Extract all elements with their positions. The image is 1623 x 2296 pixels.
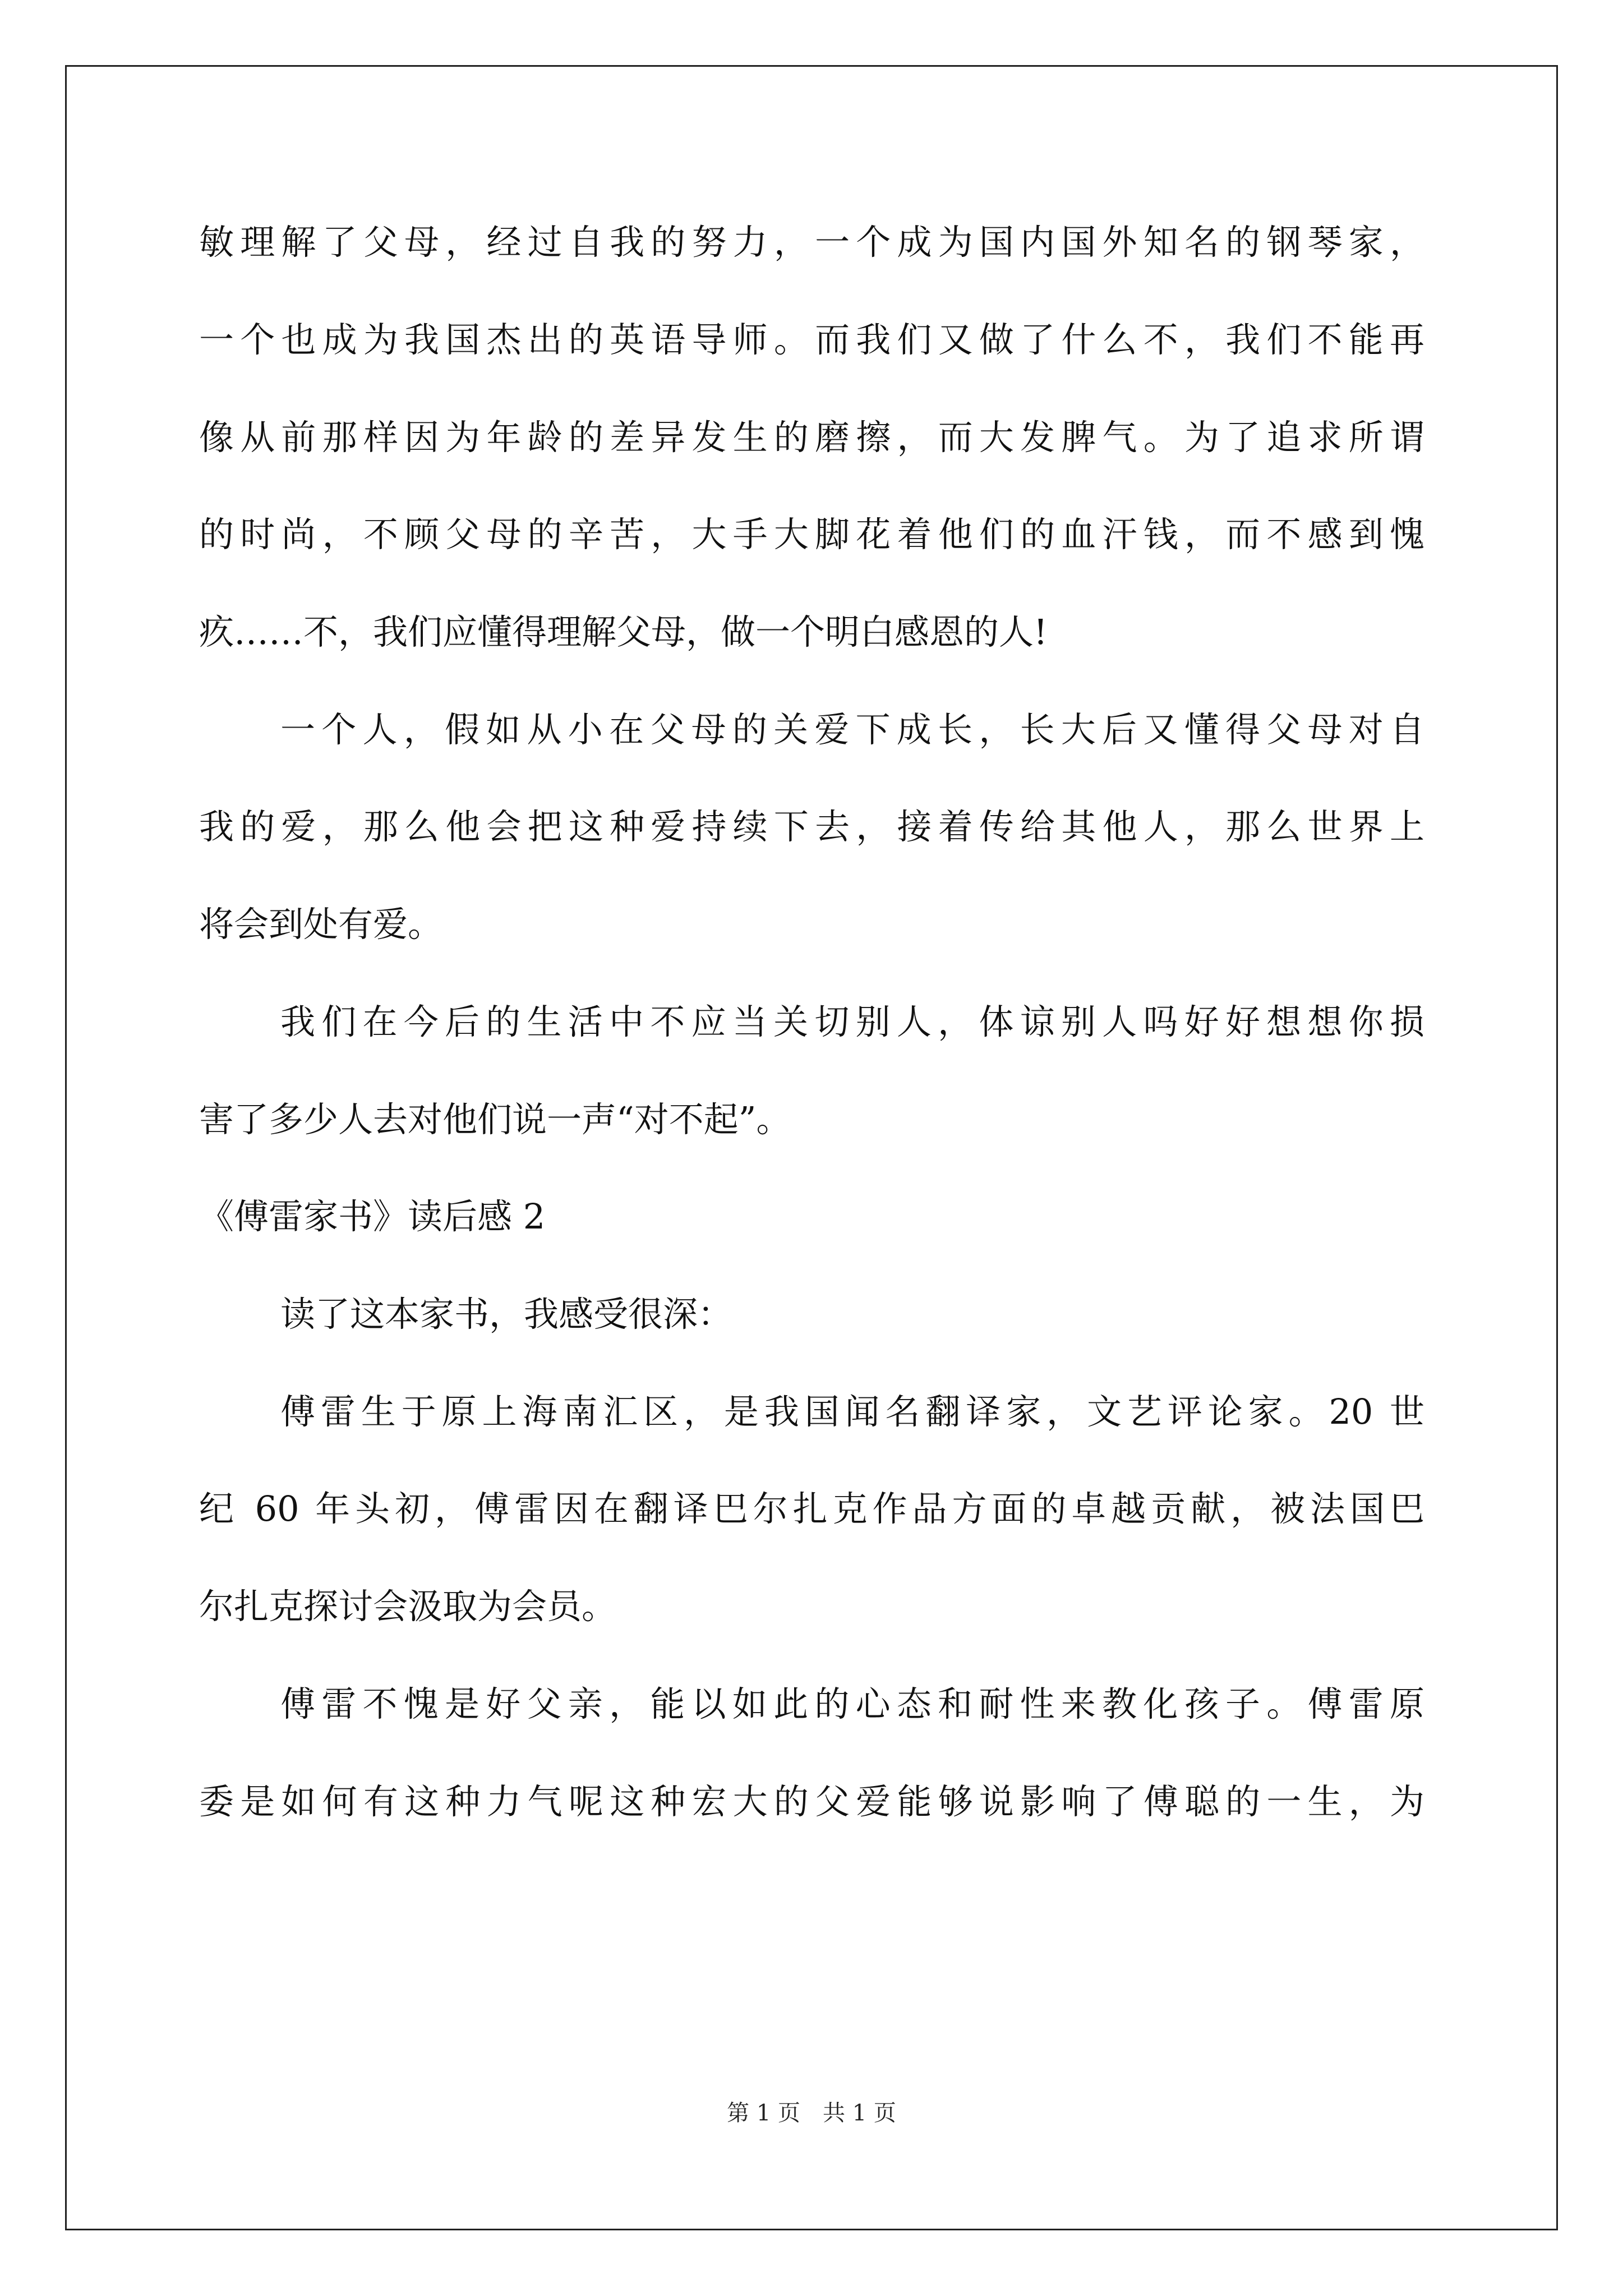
page-footer: 第 1 页 共 1 页 bbox=[727, 2100, 896, 2126]
body-line-16: 傅雷不愧是好父亲，能以如此的心态和耐性来教化孩子。傅雷原 bbox=[280, 1683, 1424, 1724]
body-line-3: 像从前那样因为年龄的差异发生的磨擦，而大发脾气。为了追求所谓 bbox=[199, 417, 1424, 458]
body-line-8: 将会到处有爱。 bbox=[199, 904, 443, 945]
body-line-9: 我们在今后的生活中不应当关切别人，体谅别人吗好好想想你损 bbox=[280, 1001, 1424, 1042]
section-heading: 《傅雷家书》读后感 2 bbox=[199, 1196, 546, 1237]
body-line-14: 纪 60 年头初，傅雷因在翻译巴尔扎克作品方面的卓越贡献，被法国巴 bbox=[199, 1488, 1424, 1529]
body-line-2: 一个也成为我国杰出的英语导师。而我们又做了什么不，我们不能再 bbox=[199, 319, 1424, 360]
body-line-5: 疚……不，我们应懂得理解父母，做一个明白感恩的人! bbox=[199, 611, 1048, 652]
body-line-12: 读了这本家书，我感受很深： bbox=[280, 1294, 733, 1335]
body-line-7: 我的爱，那么他会把这种爱持续下去，接着传给其他人，那么世界上 bbox=[199, 806, 1424, 847]
body-line-13: 傅雷生于原上海南汇区，是我国闻名翻译家，文艺评论家。20 世 bbox=[280, 1391, 1424, 1432]
body-line-6: 一个人，假如从小在父母的关爱下成长，长大后又懂得父母对自 bbox=[280, 709, 1424, 750]
body-line-10: 害了多少人去对他们说一声“对不起”。 bbox=[199, 1099, 791, 1140]
body-line-1: 敏理解了父母，经过自我的努力，一个成为国内国外知名的钢琴家， bbox=[199, 222, 1424, 263]
body-line-15: 尔扎克探讨会汲取为会员。 bbox=[199, 1586, 617, 1627]
body-line-4: 的时尚，不顾父母的辛苦，大手大脚花着他们的血汗钱，而不感到愧 bbox=[199, 514, 1424, 555]
page-border bbox=[65, 65, 1558, 2230]
body-line-17: 委是如何有这种力气呢这种宏大的父爱能够说影响了傅聪的一生，为 bbox=[199, 1781, 1424, 1822]
